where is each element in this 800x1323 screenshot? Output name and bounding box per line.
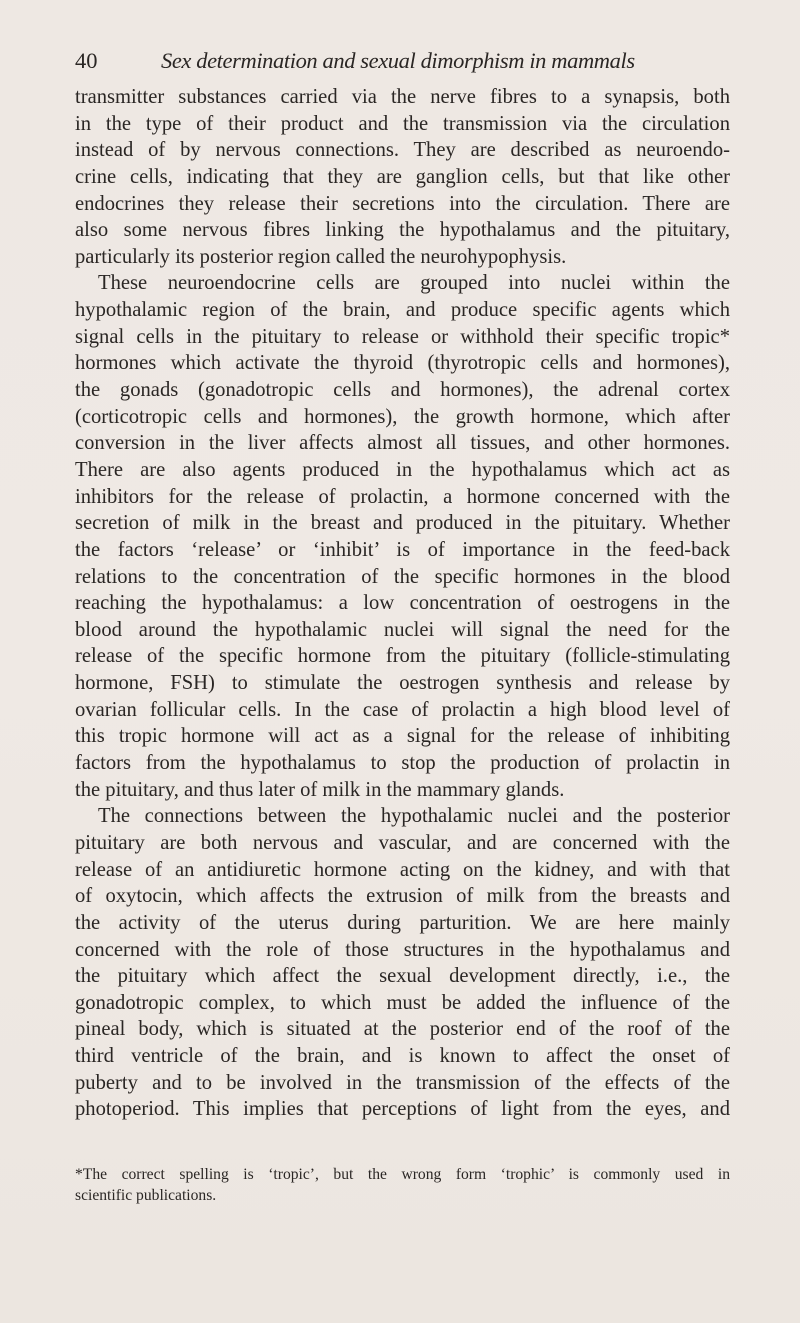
text-line: puberty and to be involved in the transmission of the effects of the <box>75 1071 730 1094</box>
text-line: release of the specific hormone from the pituitary (follicle-stimulating <box>75 645 730 668</box>
text-line: the pituitary, and thus later of milk in the mammary glands. <box>75 778 565 801</box>
text-line: the activity of the uterus during parturition. We are here mainly <box>75 911 730 934</box>
text-line: reaching the hypothalamus: a low concentration of oestrogens in the <box>75 592 730 615</box>
paragraph-2 <box>75 270 730 803</box>
body-text <box>75 84 730 1123</box>
text-line: particularly its posterior region called the neurohypophysis. <box>75 245 567 268</box>
text-line: These neuroendocrine cells are grouped into nuclei within the <box>98 272 730 295</box>
text-line: the factors ‘release’ or ‘inhibit’ is of importance in the feed-back <box>75 538 730 561</box>
text-line: (corticotropic cells and hormones), the growth hormone, which after <box>75 405 730 428</box>
text-line: There are also agents produced in the hypothalamus which act as <box>75 458 730 481</box>
text-line: ovarian follicular cells. In the case of prolactin a high blood level of <box>75 698 730 721</box>
text-line: hormones which activate the thyroid (thyrotropic cells and hormones), <box>75 352 730 375</box>
footnote-line: scientific publications. <box>75 1186 217 1204</box>
text-line: transmitter substances carried via the nerve fibres to a synapsis, both <box>75 86 730 108</box>
text-line: signal cells in the pituitary to release or withhold their specific tropic* <box>75 325 730 348</box>
running-title: Sex determination and sexual dimorphism in mammals <box>161 48 635 73</box>
text-line: hormone, FSH) to stimulate the oestrogen synthesis and release by <box>75 672 730 695</box>
text-line: this tropic hormone will act as a signal for the release of inhibiting <box>75 725 730 748</box>
text-line: secretion of milk in the breast and produced in the pituitary. Whether <box>75 512 730 535</box>
footnote-line: *The correct spelling is ‘tropic’, but the wrong form ‘trophic’ is commonly used in <box>75 1166 730 1183</box>
text-line: pituitary are both nervous and vascular, and are concerned with the <box>75 831 730 854</box>
text-line: third ventricle of the brain, and is known to affect the onset of <box>75 1045 730 1068</box>
text-line: photoperiod. This implies that perceptions of light from the eyes, and <box>75 1098 730 1121</box>
running-head <box>75 44 755 78</box>
paragraph-1 <box>75 84 730 270</box>
text-line: conversion in the liver affects almost all tissues, and other hormones. <box>75 432 730 455</box>
footnote <box>75 1165 730 1206</box>
text-line: instead of by nervous connections. They are described as neuroendo- <box>75 139 730 162</box>
text-line: gonadotropic complex, to which must be added the influence of the <box>75 991 730 1014</box>
text-line: pineal body, which is situated at the posterior end of the roof of the <box>75 1018 730 1041</box>
text-line: endocrines they release their secretions into the circulation. There are <box>75 192 730 215</box>
text-line: crine cells, indicating that they are ganglion cells, but that like other <box>75 165 730 188</box>
text-line: factors from the hypothalamus to stop the production of prolactin in <box>75 752 730 775</box>
text-line: the gonads (gonadotropic cells and hormones), the adrenal cortex <box>75 379 730 402</box>
text-line: the pituitary which affect the sexual development directly, i.e., the <box>75 965 730 988</box>
paragraph-3 <box>75 803 730 1123</box>
text-line: inhibitors for the release of prolactin, a hormone concerned with the <box>75 485 730 508</box>
text-line: hypothalamic region of the brain, and produce specific agents which <box>75 299 730 322</box>
text-line: concerned with the role of those structures in the hypothalamus and <box>75 938 730 961</box>
page-number: 40 <box>75 48 98 73</box>
text-line: in the type of their product and the transmission via the circulation <box>75 112 730 135</box>
text-line: of oxytocin, which affects the extrusion of milk from the breasts and <box>75 885 730 908</box>
text-line: blood around the hypothalamic nuclei will signal the need for the <box>75 618 730 641</box>
text-line: relations to the concentration of the specific hormones in the blood <box>75 565 730 588</box>
text-line: The connections between the hypothalamic nuclei and the posterior <box>98 805 730 828</box>
text-line: release of an antidiuretic hormone acting on the kidney, and with that <box>75 858 730 881</box>
text-line: also some nervous fibres linking the hypothalamus and the pituitary, <box>75 219 730 242</box>
